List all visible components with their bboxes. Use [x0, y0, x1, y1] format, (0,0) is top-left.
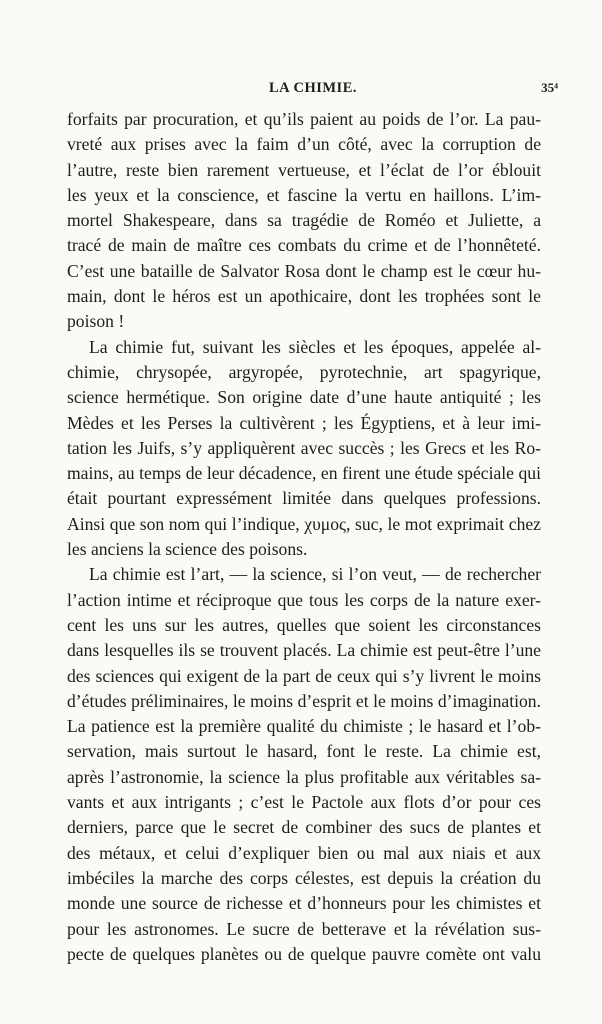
page-header — [68, 80, 558, 100]
text-line: des sciences qui exigent de la part de ceux qui s’y livrent le moins — [67, 665, 541, 686]
text-line: dans lesquelles ils se trouvent placés. La chimie est peut-être l’une — [67, 640, 541, 661]
text-line: imbéciles la marche des corps célestes, est depuis la création du — [67, 867, 541, 888]
text-line: cent les uns sur les autres, quelles que soient les circonstances — [67, 614, 541, 635]
text-line: vreté aux prises avec la faim d’un côté, avec la corruption de — [67, 134, 541, 155]
text-line: C’est une bataille de Salvator Rosa dont le champ est le cœur hu- — [67, 260, 541, 281]
body-text — [67, 107, 541, 967]
text-line: mains, au temps de leur décadence, en firent une étude spéciale qui — [67, 463, 541, 484]
text-line: l’action intime et réciproque que tous les corps de la nature exer- — [67, 589, 541, 610]
text-line: forfaits par procuration, et qu’ils paient au poids de l’or. La pau- — [67, 109, 541, 129]
text-line: les anciens la science des poisons. — [67, 539, 308, 560]
text-line: La chimie est l’art, — la science, si l’on veut, — de rechercher — [89, 564, 541, 585]
text-line: main, dont le héros est un apothicaire, dont les trophées sont le — [67, 286, 541, 307]
text-line: d’études préliminaires, le moins d’esprit et le moins d’imagination. — [67, 690, 541, 711]
running-title: LA CHIMIE. — [269, 80, 357, 96]
text-line: était pourtant expressément limitée dans quelques professions. — [67, 488, 541, 509]
text-line: servation, mais surtout le hasard, font le reste. La chimie est, — [67, 741, 541, 762]
text-line: pour les astronomes. Le sucre de betterave et la révélation sus- — [67, 918, 541, 939]
text-line: Mèdes et les Perses la cultivèrent ; les Égyptiens, et à leur imi- — [67, 412, 541, 433]
text-line: des métaux, et celui d’expliquer bien ou mal aux niais et aux — [67, 842, 541, 863]
text-line: chimie, chrysopée, argyropée, pyrotechnie, art spagyrique, — [67, 361, 541, 382]
text-line: mortel Shakespeare, dans sa tragédie de Roméo et Juliette, a — [67, 210, 541, 231]
text-line: La chimie fut, suivant les siècles et les époques, appelée al- — [89, 336, 541, 357]
text-line: les yeux et la conscience, et fascine la vertu en haillons. L’im- — [67, 184, 541, 205]
text-line: monde une source de richesse et d’honneurs pour les chimistes et — [67, 893, 541, 914]
text-line: vants et aux intrigants ; c’est le Pactole aux flots d’or pour ces — [67, 792, 541, 813]
text-line: La patience est la première qualité du chimiste ; le hasard et l’ob- — [67, 716, 541, 737]
text-line: poison ! — [67, 311, 125, 332]
text-line: après l’astronomie, la science la plus profitable aux véritables sa- — [67, 766, 541, 787]
text-line: derniers, parce que le secret de combiner des sucs de plantes et — [67, 817, 541, 838]
text-line: Ainsi que son nom qui l’indique, χυμος, suc, le mot exprimait chez — [67, 513, 541, 534]
text-line: l’autre, reste bien rarement vertueuse, et l’éclat de l’or éblouit — [67, 159, 541, 180]
text-line: pecte de quelques planètes ou de quelque pauvre comète ont valu — [67, 943, 541, 964]
text-line: tracé de main de maître ces combats du crime et de l’honnêteté. — [67, 235, 541, 256]
page-number: 35⁴ — [541, 80, 558, 95]
text-line: tation les Juifs, s’y appliquèrent avec succès ; les Grecs et les Ro- — [67, 437, 541, 458]
text-line: science hermétique. Son origine date d’une haute antiquité ; les — [67, 387, 541, 408]
